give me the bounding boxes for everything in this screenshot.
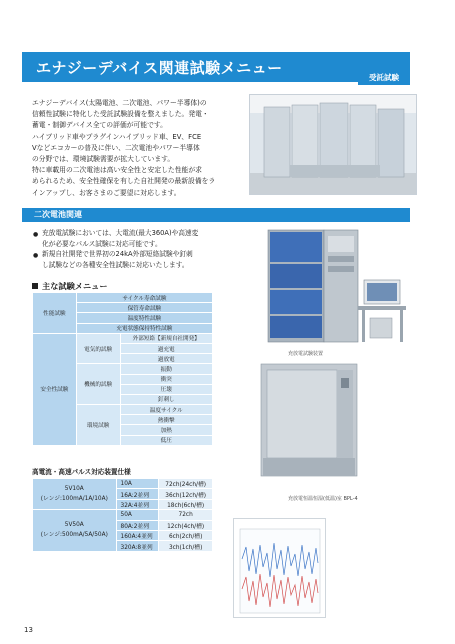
bullet-dot-icon: ● [33, 231, 39, 238]
intro-line: 蓄電・制御デバイス全ての評価が可能です。 [32, 121, 167, 130]
menu-item: 充電状態保持特性試験 [76, 323, 212, 333]
bullet-item: ● 充放電試験においては、大電流(最大360A)や高速変 化が必要なパルス試験に対応可能です。 [33, 229, 199, 248]
channels-cell: 18ch(6ch/槽) [159, 499, 213, 509]
section-header [22, 208, 410, 222]
bullet-list [32, 228, 237, 270]
current-cell: 80A:2並列 [116, 520, 159, 530]
square-bullet-icon [32, 283, 38, 289]
service-badge-wrap [358, 71, 410, 85]
current-cell: 16A:2並列 [116, 489, 159, 499]
channels-cell: 12ch(4ch/槽) [159, 520, 213, 530]
group-performance: 性能試験 [33, 293, 77, 334]
table-row [33, 479, 213, 489]
menu-item: 圧壊 [120, 384, 213, 394]
intro-line: の分野では、環境試験需要が拡大しています。 [32, 155, 175, 164]
menu-item: 過放電 [120, 354, 213, 364]
intro-line: められるため、安全性確保を有した自社開発の最新設備をラ [32, 177, 216, 186]
current-cell: 160A:4並列 [116, 530, 159, 540]
charge-discharge-equipment-photo [240, 226, 410, 348]
table-row [33, 510, 213, 520]
channels-cell: 72ch [159, 510, 213, 520]
menu-item: 過充電 [120, 343, 213, 353]
pulse-spec-table [32, 478, 213, 552]
channels-cell: 6ch(2ch/槽) [159, 530, 213, 540]
intro-line: 特に車載用の二次電池は高い安全性と安定した性能が求 [32, 166, 202, 175]
photo-caption: 充放電恒温恒湿(低温)室 BPL-4 [288, 496, 358, 502]
menu-item: 衝突 [120, 374, 213, 384]
menu-item: サイクル寿命試験 [76, 293, 212, 303]
spec-group-label: 5V50A (レンジ:500mA/5A/50A) [33, 510, 117, 552]
menu-heading: 主な試験メニュー [32, 281, 108, 292]
current-cell: 32A:4並列 [116, 499, 159, 509]
menu-item: 温度サイクル [120, 405, 213, 415]
table-row [33, 293, 213, 303]
current-cell: 320A:8並列 [116, 541, 159, 551]
service-badge: 受託試験 [358, 71, 410, 85]
intro-line: エナジーデバイス(太陽電池、二次電池、パワー半導体)の [32, 99, 207, 107]
subgroup-environmental: 環境試験 [76, 405, 120, 446]
menu-item: 低圧 [120, 435, 213, 445]
thermal-chamber-photo [233, 358, 409, 481]
current-cell: 10A [116, 479, 159, 489]
lab-room-photo [249, 94, 417, 195]
spec-group-label: 5V10A (レンジ:100mA/1A/10A) [33, 479, 117, 510]
waveform-chart-image [233, 518, 326, 618]
group-safety: 安全性試験 [33, 333, 77, 445]
intro-line: 信頼性試験に特化した受託試験設備を整えました。発電・ [32, 110, 209, 119]
menu-item: 加熱 [120, 425, 213, 435]
pulse-table-title: 高電流・高速パルス対応装置仕様 [32, 468, 131, 476]
menu-item: 外部短絡【新規自社開発】 [120, 333, 213, 343]
subgroup-electrical: 電気的試験 [76, 333, 120, 364]
menu-item: 振動 [120, 364, 213, 374]
intro-paragraph [32, 98, 232, 199]
test-menu-table [32, 292, 213, 446]
subgroup-mechanical: 機械的試験 [76, 364, 120, 405]
channels-cell: 36ch(12ch/槽) [159, 489, 213, 499]
bullet-item: ● 新規自社開発で世界初の24kA外部短絡試験や釘刺 し試験などの各種安全性試験に対応いたします。 [33, 250, 193, 269]
intro-line: ハイブリッド車やプラグインハイブリッド車、EV、FCE [32, 132, 202, 141]
intro-line: インアップし、お客さまのご要望に対応します。 [32, 188, 181, 197]
page-number: 13 [24, 626, 33, 634]
channels-cell: 3ch(1ch/槽) [159, 541, 213, 551]
title-bar [22, 52, 410, 82]
current-cell: 50A [116, 510, 159, 520]
section-title: 二次電池関連 [34, 210, 82, 219]
channels-cell: 72ch(24ch/槽) [159, 479, 213, 489]
page-title: エナジーデバイス関連試験メニュー [36, 59, 283, 77]
menu-item: 保管寿命試験 [76, 303, 212, 313]
photo-caption: 充放電試験装置 [288, 351, 324, 357]
intro-line: Vなどエコカーの普及に伴い、二次電池やパワー半導体 [32, 143, 200, 152]
menu-item: 熱衝撃 [120, 415, 213, 425]
bullet-dot-icon: ● [33, 252, 39, 259]
table-row [33, 333, 213, 343]
menu-item: 温度特性試験 [76, 313, 212, 323]
menu-item: 釘刺し [120, 394, 213, 404]
